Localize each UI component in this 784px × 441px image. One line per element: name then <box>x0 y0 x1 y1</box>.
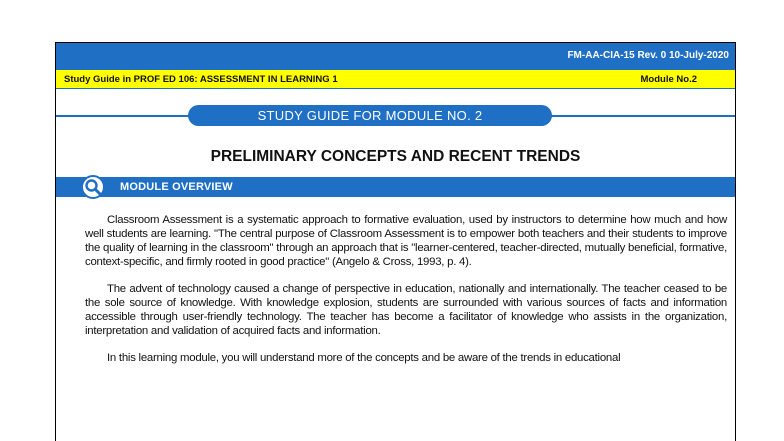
page-title: PRELIMINARY CONCEPTS AND RECENT TRENDS <box>210 148 581 165</box>
paragraph: Classroom Assessment is a systematic approach to formative evaluation, used by instructors to determine how much and how well students are learning. "The central purpose of Classroom Assessment is to empower both teachers and their students to improve the quality of learning in the classroom" through an approach that is "learner-centered, teacher-directed, mutually beneficial, formative, context-specific, and firmly rooted in good practice" (Angelo & Cross, 1993, p. 4). <box>85 214 727 268</box>
overview-content <box>85 213 727 378</box>
section-label: MODULE OVERVIEW <box>120 181 233 193</box>
document-page <box>55 42 736 441</box>
magnifier-icon <box>81 175 105 199</box>
module-number: Module No.2 <box>640 74 697 85</box>
subject-bar <box>56 70 735 89</box>
subject-title: Study Guide in PROF ED 106: ASSESSMENT IN LEARNING 1 <box>64 74 338 85</box>
paragraph: The advent of technology caused a change of perspective in education, nationally and internationally. The teacher ceased to be the sole source of knowledge. With knowledge explosion, students are surrounded with various sources of facts and information accessible through user-friendly technology. The teacher has become a facilitator of knowledge who assists in the organization, interpretation and validation of acquired facts and information. <box>85 283 727 337</box>
section-header-overview <box>56 177 735 197</box>
module-banner-label: STUDY GUIDE FOR MODULE NO. 2 <box>257 108 483 123</box>
module-banner <box>188 105 552 126</box>
paragraph: In this learning module, you will understand more of the concepts and be aware of the trends in educational <box>107 352 621 364</box>
form-code-bar <box>56 43 735 70</box>
form-code: FM-AA-CIA-15 Rev. 0 10-July-2020 <box>567 50 729 61</box>
